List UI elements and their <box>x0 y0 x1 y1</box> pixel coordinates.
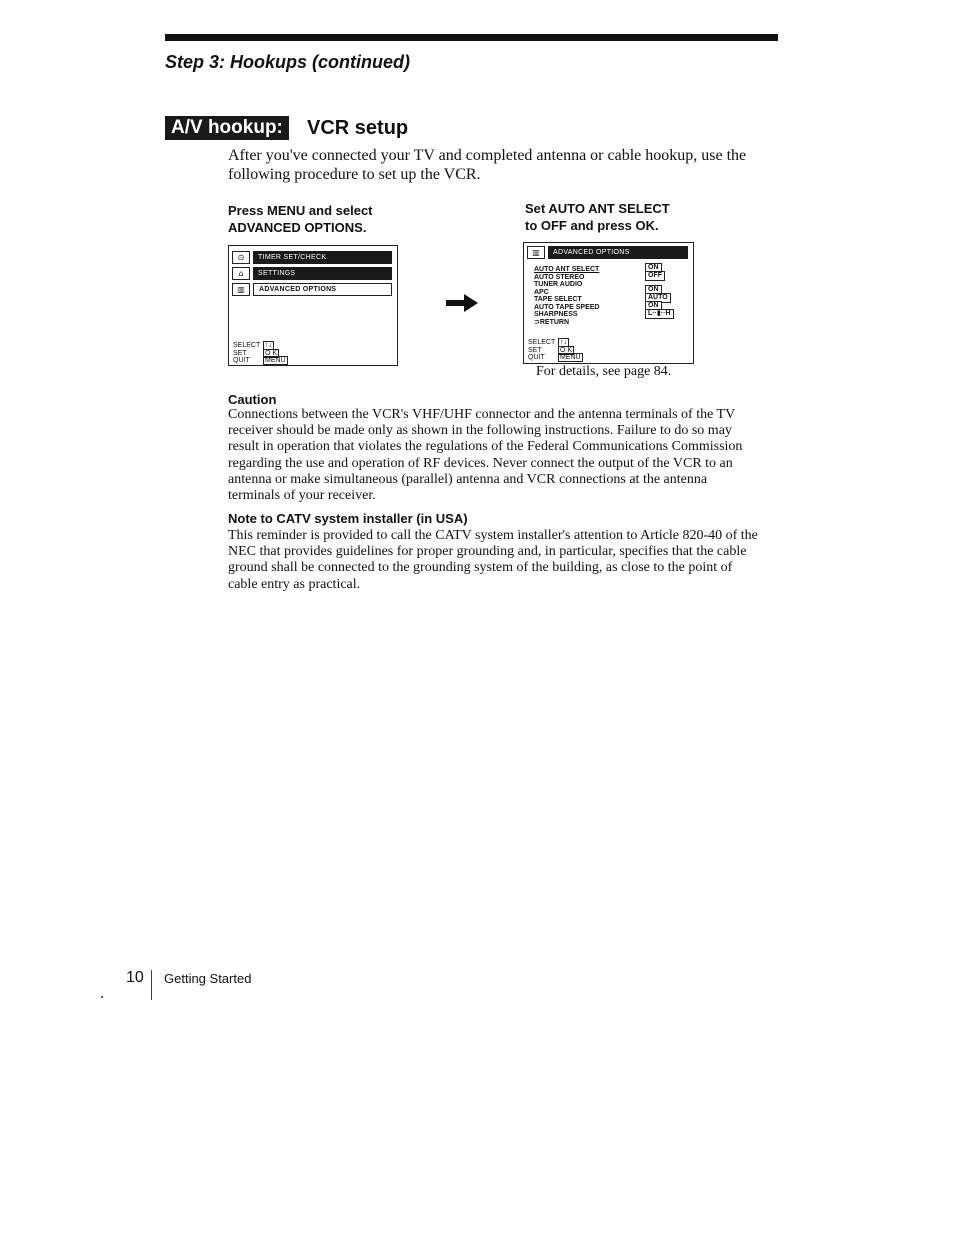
legend-key: SELECT <box>233 342 261 349</box>
value-on: ON <box>645 263 662 273</box>
step2-heading-line1: Set AUTO ANT SELECT <box>525 201 670 216</box>
menu-item-advanced-options <box>232 283 392 296</box>
details-note: For details, see page 84. <box>536 364 672 379</box>
footer-section-name: Getting Started <box>164 971 252 986</box>
menu-item-label: TIMER SET/CHECK <box>253 251 392 264</box>
menu-screen-main <box>228 245 398 366</box>
legend-value: MENU <box>265 357 286 364</box>
intro-paragraph: After you've connected your TV and completed antenna or cable hookup, use the following procedure to set up the VCR. <box>228 147 747 183</box>
legend-key: SET <box>528 346 542 354</box>
menu-title: ADVANCED OPTIONS <box>548 246 688 259</box>
menu-item-timer <box>232 251 392 264</box>
step2-heading-line2: to OFF and press OK. <box>525 218 659 233</box>
menu-legend <box>528 339 583 362</box>
legend-key: SET <box>233 349 247 357</box>
value-auto: AUTO <box>645 293 671 303</box>
caution-body: Connections between the VCR's VHF/UHF connector and the antenna terminals of the TV receiver should be made only as shown in the following instructions. Failure to do so may result in operation that violates the regulations of the Federal Communications Commission regarding the use and operation of RF devices. Never connect the output of the VCR to an antenna or make simultaneous (parallel) antenna and VCR connections at the antenna terminals of your receiver. <box>228 407 743 504</box>
legend-value: ↑↓ <box>265 342 272 349</box>
note-heading: Note to CATV system installer (in USA) <box>228 511 468 526</box>
note-body: This reminder is provided to call the CATV system installer's attention to Article 820-40 of the NEC that provides guidelines for proper grounding and, in particular, specifies that the cable ground shall be connected to the grounding system of the building, as close to the point of cable entry as practical. <box>228 528 758 592</box>
menu-item-label: SETTINGS <box>253 267 392 280</box>
advanced-options-icon: ▥ <box>527 246 545 259</box>
option-tuner-audio: TUNER AUDIO <box>534 281 583 288</box>
legend-value: O K <box>560 346 573 354</box>
legend-key: QUIT <box>233 357 250 364</box>
menu-screen-advanced <box>523 242 694 364</box>
running-head: Step 3: Hookups (continued) <box>165 52 410 72</box>
option-sharpness: SHARPNESS <box>534 311 578 318</box>
caution-heading: Caution <box>228 392 277 407</box>
legend-key: SELECT <box>528 339 556 346</box>
section-title: VCR setup <box>307 117 409 139</box>
settings-icon: ⌂ <box>232 267 250 280</box>
option-auto-ant-select: AUTO ANT SELECT <box>534 266 600 273</box>
footer-divider <box>151 970 152 1000</box>
advanced-options-header <box>527 246 688 259</box>
option-auto-tape-speed: AUTO TAPE SPEED <box>534 303 600 311</box>
step1-heading-line1: Press MENU and select <box>228 203 373 218</box>
value-sharpness-slider: L··▮··H <box>645 309 674 319</box>
right-arrow-icon <box>446 293 478 313</box>
legend-value: MENU <box>560 354 581 361</box>
option-tape-select: TAPE SELECT <box>534 296 582 303</box>
top-rule <box>165 34 778 41</box>
step2-heading <box>525 200 755 234</box>
menu-item-settings <box>232 267 392 280</box>
legend-key: QUIT <box>528 354 545 361</box>
section-tag: A/V hookup: <box>165 116 289 140</box>
value-on: ON <box>645 285 662 295</box>
option-apc: APC <box>534 288 549 296</box>
option-return: ⊃RETURN <box>534 318 570 326</box>
step1-heading-line2: ADVANCED OPTIONS. <box>228 220 367 235</box>
clock-icon: ⊙ <box>232 251 250 264</box>
option-auto-stereo: AUTO STEREO <box>534 273 585 281</box>
page-number: 10 <box>126 969 144 986</box>
option-list <box>534 266 626 326</box>
legend-value: ↑↓ <box>560 339 567 346</box>
legend-value: O K <box>265 349 278 357</box>
value-on: ON <box>645 301 662 311</box>
menu-item-label: ADVANCED OPTIONS <box>253 283 392 296</box>
value-off: OFF <box>645 271 665 281</box>
menu-legend <box>233 342 288 365</box>
advanced-options-icon: ▥ <box>232 283 250 296</box>
stray-mark <box>101 996 103 998</box>
step1-heading <box>228 202 458 236</box>
